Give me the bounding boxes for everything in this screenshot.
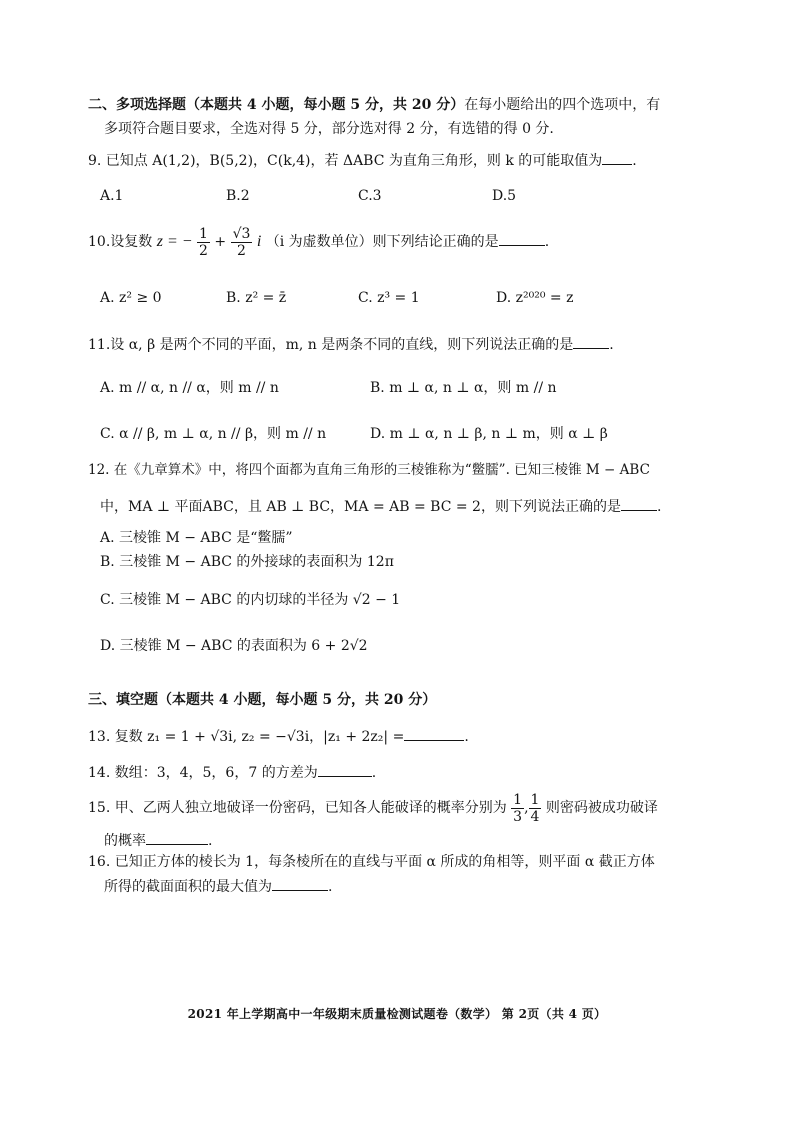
q10-prefix: 10.设复数 — [88, 234, 153, 250]
q10-frac2-num: √3 — [232, 225, 251, 242]
q15-comma: , — [524, 800, 529, 816]
q9-option-a: A.1 — [100, 188, 124, 204]
q10-frac-root3-half — [231, 226, 253, 259]
q12-line1: 12. 在《九章算术》中，将四个面都为直角三角形的三棱锥称为“鳖臑”. 已知三棱锥 M − ABC — [88, 462, 650, 478]
q15-answer-blank — [146, 830, 208, 845]
q13-answer-blank — [404, 726, 464, 741]
q9-option-c: C.3 — [358, 188, 382, 204]
q10-frac2-den: 2 — [237, 242, 246, 259]
q15-line1 — [88, 788, 658, 828]
page-footer: 2021 年上学期高中一年级期末质量检测试题卷（数学） 第 2页（共 4 页） — [187, 1007, 607, 1021]
q10-option-b: B. z² = z̄ — [226, 290, 287, 306]
q9-end: . — [632, 153, 637, 169]
q12-end: . — [656, 499, 662, 515]
q16-line1: 16. 已知正方体的棱长为 1，每条棱所在的直线与平面 α 所成的角相等，则平面 α 截正方体 — [88, 854, 655, 870]
q10-plus: + — [214, 234, 227, 250]
q16-line2: 所得的截面面积的最大值为 — [104, 879, 272, 895]
q11-stem-line — [88, 334, 614, 355]
q11-option-b: B. m ⊥ α, n ⊥ α，则 m // n — [370, 380, 557, 396]
q15-stem-b: 则密码被成功破译 — [545, 800, 658, 816]
q16-line2-row — [104, 876, 332, 897]
q16-end: . — [328, 879, 333, 895]
q12-option-a: A. 三棱锥 M − ABC 是“鳖臑” — [100, 530, 293, 546]
q9-stem-line — [88, 150, 637, 171]
q15-line2 — [104, 830, 212, 851]
section2-intro-a: 在每小题给出的四个选项中，有 — [464, 97, 661, 113]
q10-end: . — [544, 234, 550, 250]
q10-frac1-den: 2 — [199, 242, 208, 259]
q10-stem-line — [88, 222, 549, 262]
q15-line2-text: 的概率 — [104, 833, 146, 849]
section2-heading: 二、多项选择题（本题共 4 小题，每小题 5 分，共 20 分） — [88, 97, 465, 113]
q12-answer-blank — [621, 496, 657, 511]
q12-option-c: C. 三棱锥 M − ABC 的内切球的半径为 √2 − 1 — [100, 592, 401, 608]
q9-option-b: B.2 — [226, 188, 250, 204]
q11-option-c: C. α // β, m ⊥ α, n // β，则 m // n — [100, 426, 327, 442]
q15-frac2-den: 4 — [530, 808, 540, 825]
q15-frac1-num: 1 — [513, 791, 523, 808]
q12-line2-row — [100, 496, 661, 517]
q15-end: . — [208, 833, 213, 849]
q15-stem-a: 15. 甲、乙两人独立地破译一份密码，已知各人能破译的概率分别为 — [88, 800, 507, 816]
q10-frac-half — [197, 226, 210, 259]
q13-stem: 13. 复数 z₁ = 1 + √3i, z₂ = −√3i，|z₁ + 2z₂| = — [88, 729, 405, 745]
q13-end: . — [464, 729, 469, 745]
q14-answer-blank — [318, 762, 372, 777]
q11-answer-blank — [573, 334, 609, 349]
section2-heading-line — [88, 95, 660, 115]
q11-end: . — [609, 337, 614, 353]
q10-option-a: A. z² ≥ 0 — [100, 290, 162, 306]
q10-i: i — [256, 233, 262, 250]
q15-frac2-num: 1 — [530, 791, 540, 808]
q10-suffix: （i 为虚数单位）则下列结论正确的是 — [265, 234, 499, 250]
q11-option-a: A. m // α, n // α，则 m // n — [100, 380, 279, 396]
q13-line — [88, 726, 469, 747]
q14-stem: 14. 数组：3，4，5，6，7 的方差为 — [88, 765, 318, 781]
q15-frac1-den: 3 — [513, 808, 523, 825]
q9-option-d: D.5 — [492, 188, 517, 204]
q15-frac-quarter — [529, 792, 542, 825]
q9-answer-blank — [602, 150, 632, 165]
q15-frac-third — [511, 792, 524, 825]
q9-stem: 9. 已知点 A(1,2)，B(5,2)，C(k,4)，若 ΔABC 为直角三角形，则 k 的可能取值为 — [88, 153, 603, 169]
q10-frac1-num: 1 — [199, 225, 208, 242]
section3-heading: 三、填空题（本题共 4 小题，每小题 5 分，共 20 分） — [88, 692, 437, 708]
q10-answer-blank — [499, 231, 545, 246]
q11-option-d: D. m ⊥ α, n ⊥ β, n ⊥ m，则 α ⊥ β — [370, 426, 608, 442]
q14-line — [88, 762, 376, 783]
q11-stem: 11.设 α, β 是两个不同的平面，m, n 是两条不同的直线，则下列说法正确的是 — [88, 337, 574, 353]
q10-option-d: D. z²⁰²⁰ = z — [496, 290, 574, 306]
q10-z-eq: z = − — [156, 233, 193, 250]
q16-answer-blank — [272, 876, 328, 891]
q12-option-d: D. 三棱锥 M − ABC 的表面积为 6 + 2√2 — [100, 638, 368, 654]
q10-option-c: C. z³ = 1 — [358, 290, 420, 306]
section2-intro-b: 多项符合题目要求，全选对得 5 分，部分选对得 2 分，有选错的得 0 分. — [104, 121, 554, 137]
q14-end: . — [371, 765, 377, 781]
q12-option-b: B. 三棱锥 M − ABC 的外接球的表面积为 12π — [100, 554, 394, 570]
q12-line2: 中，MA ⊥ 平面ABC，且 AB ⊥ BC，MA = AB = BC = 2，则下列说法正确的是 — [100, 499, 621, 515]
